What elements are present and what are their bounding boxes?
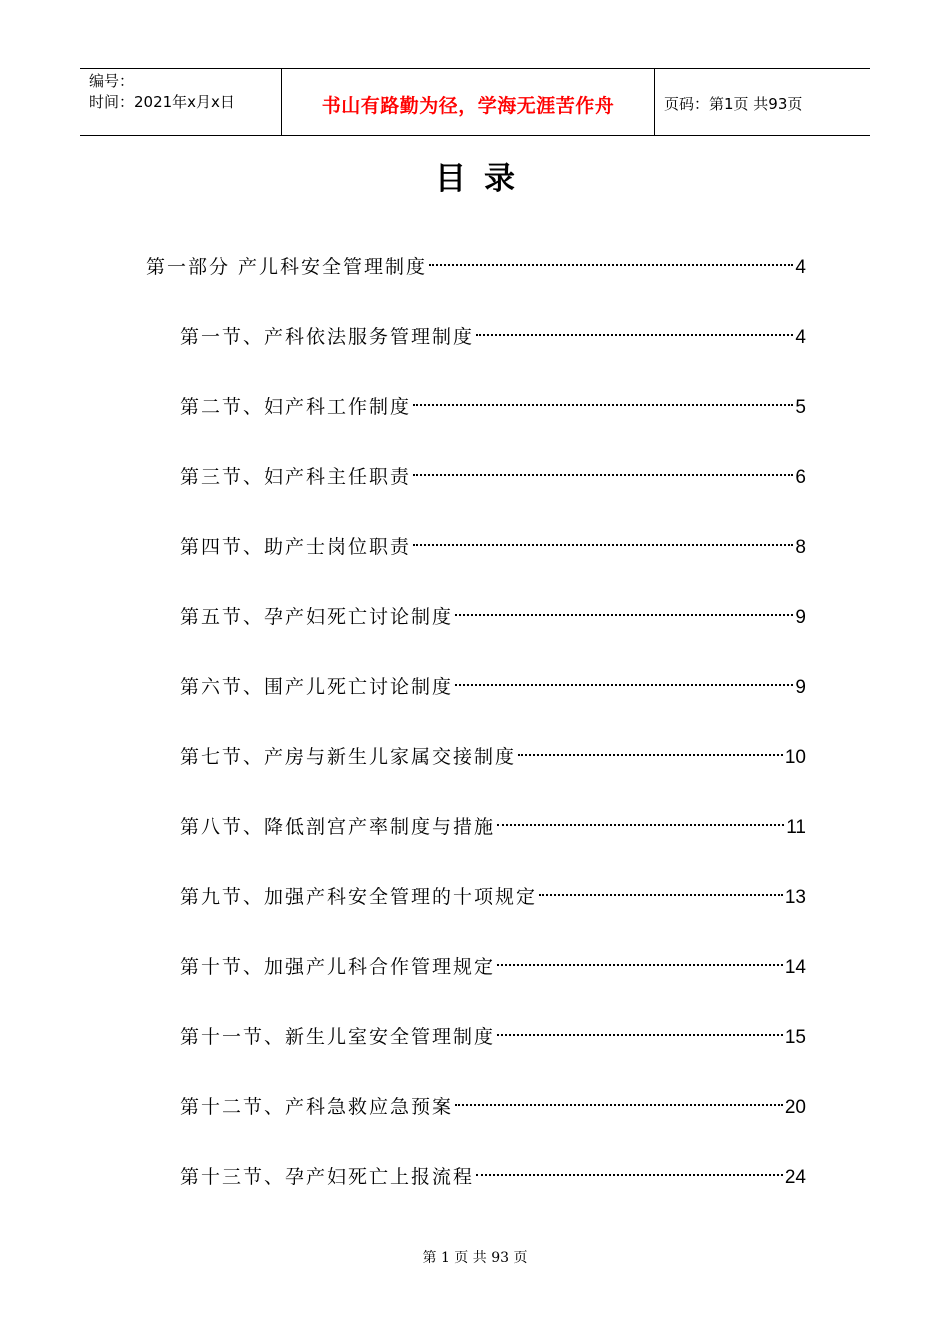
page-footer: 第 1 页 共 93 页 — [422, 1250, 528, 1266]
toc-entry-label: 第十一节、新生儿室安全管理制度 — [180, 1026, 496, 1048]
toc-entry-page: 9 — [795, 607, 806, 628]
toc-entry-page: 9 — [795, 677, 806, 698]
toc-dot-leader — [455, 663, 793, 693]
toc-dot-leader — [455, 1083, 783, 1113]
toc-entry[interactable] — [180, 313, 806, 348]
toc-entry-label: 第二节、妇产科工作制度 — [180, 396, 412, 418]
toc-entry-page: 6 — [795, 467, 806, 488]
toc-entry[interactable] — [180, 803, 806, 838]
toc-dot-leader — [518, 733, 783, 763]
toc-entry-label: 第七节、产房与新生儿家属交接制度 — [180, 746, 517, 768]
toc-entry[interactable] — [180, 383, 806, 418]
toc-entry-page: 11 — [786, 817, 806, 838]
toc-entry-page: 14 — [784, 957, 806, 978]
toc-dot-leader — [476, 1153, 783, 1183]
toc-entry-label: 第八节、降低剖宫产率制度与措施 — [180, 816, 496, 838]
toc-entry[interactable] — [180, 733, 806, 768]
toc-entry-page: 15 — [784, 1027, 806, 1048]
toc-entry-label: 第六节、围产儿死亡讨论制度 — [180, 676, 454, 698]
toc-entry[interactable] — [180, 663, 806, 698]
header-page-info: 页码：第1页 共93页 — [664, 94, 803, 113]
toc-entry[interactable] — [180, 1153, 806, 1188]
toc-entry-label: 第十三节、孕产妇死亡上报流程 — [180, 1166, 475, 1188]
toc-entry-label: 第一节、产科依法服务管理制度 — [180, 326, 475, 348]
toc-entry[interactable] — [180, 1083, 806, 1118]
toc-entry[interactable] — [146, 243, 806, 278]
toc-entry-label: 第四节、助产士岗位职责 — [180, 536, 412, 558]
toc-dot-leader — [413, 383, 793, 413]
document-time-label: 时间：2021年x月x日 — [89, 93, 235, 111]
toc-entry[interactable] — [180, 943, 806, 978]
toc-dot-leader — [413, 453, 793, 483]
toc-entry-label: 第九节、加强产科安全管理的十项规定 — [180, 886, 538, 908]
toc-entry[interactable] — [180, 873, 806, 908]
header-motto: 书山有路勤为径，学海无涯苦作舟 — [321, 94, 615, 117]
toc-entry-label: 第十二节、产科急救应急预案 — [180, 1096, 454, 1118]
toc-dot-leader — [455, 593, 793, 623]
document-number-label: 编号： — [89, 72, 135, 90]
document-title: 目录 — [435, 161, 533, 197]
toc-entry-label: 第一部分 产儿科安全管理制度 — [146, 256, 428, 278]
toc-entry-page: 20 — [784, 1097, 806, 1118]
toc-entry-page: 10 — [784, 747, 806, 768]
toc-entry[interactable] — [180, 1013, 806, 1048]
toc-entry-page: 4 — [795, 257, 806, 278]
toc-dot-leader — [476, 313, 793, 343]
toc-entry-label: 第三节、妇产科主任职责 — [180, 466, 412, 488]
toc-entry-page: 8 — [795, 537, 806, 558]
toc-entry-label: 第十节、加强产儿科合作管理规定 — [180, 956, 496, 978]
toc-entry-page: 13 — [784, 887, 806, 908]
toc-dot-leader — [539, 873, 783, 903]
toc-entry-page: 4 — [795, 327, 806, 348]
toc-entry-label: 第五节、孕产妇死亡讨论制度 — [180, 606, 454, 628]
toc-entry[interactable] — [180, 453, 806, 488]
toc-dot-leader — [497, 943, 783, 973]
toc-entry[interactable] — [180, 593, 806, 628]
toc-dot-leader — [413, 523, 793, 553]
toc-dot-leader — [429, 243, 793, 273]
toc-dot-leader — [497, 1013, 783, 1043]
toc-entry-page: 24 — [784, 1167, 806, 1188]
toc-entry-page: 5 — [795, 397, 806, 418]
toc-entry[interactable] — [180, 523, 806, 558]
toc-dot-leader — [497, 803, 784, 833]
